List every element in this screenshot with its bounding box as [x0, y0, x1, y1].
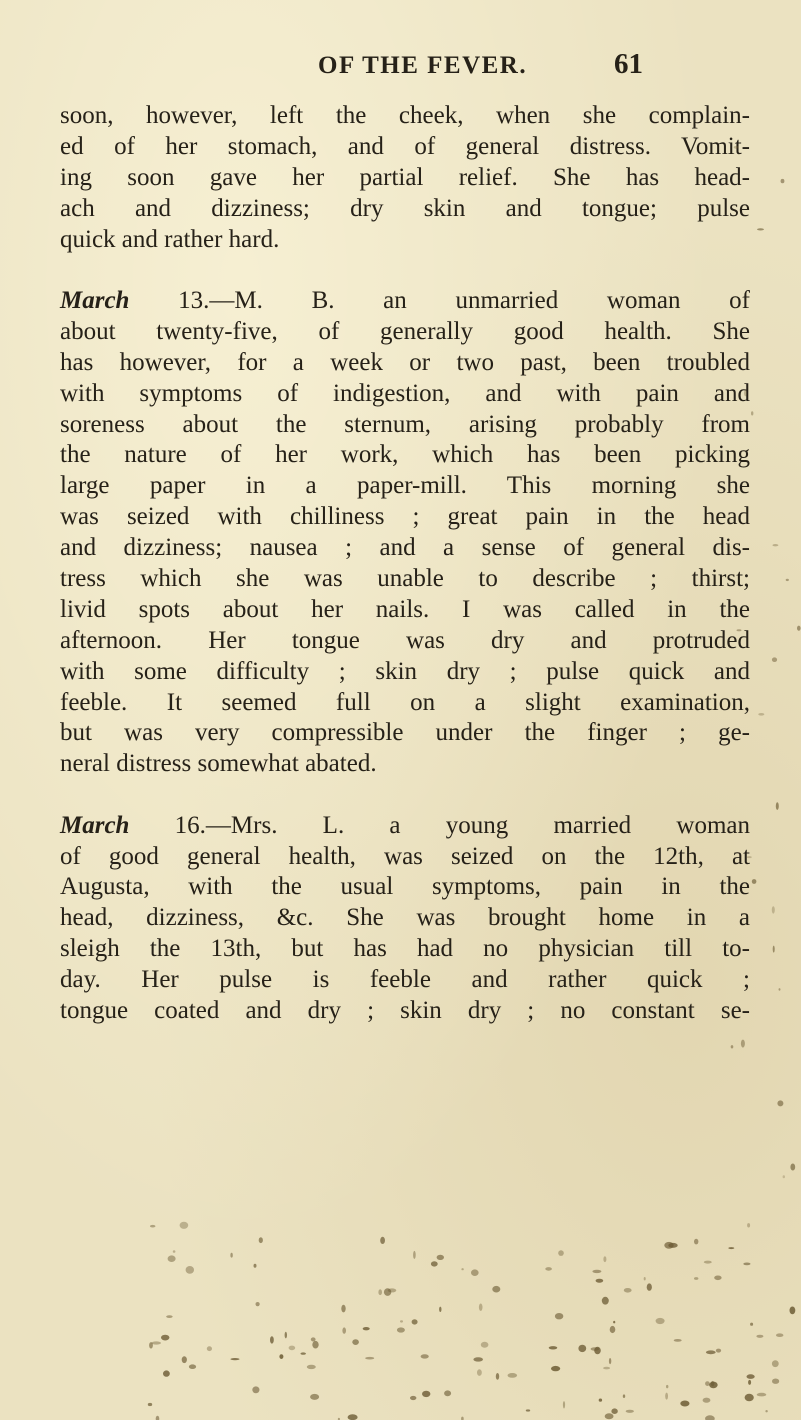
speckle-dot [307, 1365, 316, 1369]
entry-date: March [60, 811, 130, 839]
line-text: tress which she was unable to describe ; thirst; [60, 564, 750, 592]
speckle-dot [797, 626, 801, 631]
speckle-dot [741, 1040, 745, 1048]
page-number: 61 [614, 48, 643, 80]
speckle-dot [397, 1327, 405, 1332]
text-line [60, 872, 750, 903]
text-line [60, 965, 750, 996]
speckle-dot [748, 1380, 751, 1385]
text-line [60, 440, 750, 471]
speckle-dot [704, 1261, 712, 1264]
speckle-dot [156, 1416, 160, 1420]
paragraph [60, 811, 750, 1027]
text-line [60, 132, 750, 163]
speckle-dot [161, 1335, 169, 1341]
speckle-dot [605, 1413, 614, 1419]
line-text: with some difficulty ; skin dry ; pulse quick and [60, 657, 750, 685]
speckle-dot [750, 1323, 753, 1326]
speckle-dot [496, 1373, 499, 1380]
speckle-dot [421, 1354, 429, 1358]
speckle-dot [168, 1255, 176, 1262]
line-text: neral distress somewhat abated. [60, 750, 377, 778]
speckle-dot [765, 1410, 767, 1412]
speckle-dot [773, 544, 779, 546]
speckle-dot [756, 1335, 763, 1338]
speckle-dot [781, 179, 785, 183]
speckle-dot [431, 1261, 438, 1266]
speckle-dot [711, 1381, 715, 1386]
speckle-dot [549, 1346, 558, 1349]
line-text: of good general health, was seized on the 12th, at [60, 842, 750, 870]
paragraph-gap [60, 255, 750, 286]
speckle-dot [230, 1253, 232, 1258]
body-text [60, 101, 750, 1027]
speckle-dot [772, 657, 777, 662]
speckle-dot [166, 1315, 172, 1318]
text-line [60, 595, 750, 626]
line-text: afternoon. Her tongue was dry and protruded [60, 626, 750, 654]
speckle-dot [471, 1269, 479, 1276]
line-text: ed of her stomach, and of general distress. Vomit- [60, 132, 750, 160]
line-text: has however, for a week or two past, been troubled [60, 348, 750, 376]
speckle-dot [150, 1225, 155, 1228]
text-line [60, 533, 750, 564]
speckle-dot [773, 946, 775, 953]
speckle-dot [668, 1243, 677, 1248]
speckle-dot [380, 1237, 385, 1244]
speckle-dot [783, 1175, 785, 1178]
speckle-dot [256, 1302, 260, 1306]
speckle-dot [776, 1333, 783, 1337]
speckle-dot [182, 1356, 187, 1363]
line-text: sleigh the 13th, but has had no physician till to- [60, 935, 750, 963]
speckle-dot [526, 1409, 530, 1411]
speckle-dot [777, 1100, 783, 1106]
speckle-dot [558, 1250, 564, 1256]
text-line [60, 317, 750, 348]
speckle-dot [666, 1385, 668, 1388]
speckle-dot [439, 1307, 441, 1312]
text-line [60, 502, 750, 533]
speckle-dot [348, 1414, 358, 1420]
speckle-dot [163, 1370, 170, 1376]
speckle-dot [624, 1288, 632, 1293]
speckle-dot [279, 1354, 283, 1359]
speckle-dot [285, 1332, 287, 1339]
speckle-dot [352, 1339, 359, 1345]
speckle-dot [481, 1342, 489, 1348]
text-line [60, 811, 750, 842]
speckle-dot [594, 1347, 601, 1354]
speckle-dot [623, 1394, 625, 1398]
speckle-dot [611, 1408, 617, 1414]
speckle-dot [644, 1277, 646, 1280]
speckle-dot [596, 1279, 604, 1283]
speckle-dot [665, 1393, 668, 1400]
speckle-dot [365, 1357, 374, 1360]
line-text: was seized with chilliness ; great pain in the head [60, 503, 750, 531]
speckle-dot [674, 1339, 682, 1342]
text-line [60, 101, 750, 132]
speckle-dot [705, 1381, 710, 1386]
text-line [60, 842, 750, 873]
line-text: large paper in a paper-mill. This morning she [60, 472, 750, 500]
speckle-dot [473, 1357, 483, 1361]
text-line [60, 379, 750, 410]
speckle-dot [705, 1415, 715, 1420]
text-line [60, 225, 750, 256]
speckle-dot [310, 1394, 319, 1400]
speckle-dot [555, 1313, 563, 1319]
line-text: livid spots about her nails. I was called in the [60, 595, 750, 623]
line-text: soreness about the sternum, arising probably from [60, 410, 750, 438]
speckle-dot [388, 1288, 397, 1292]
speckle-dot [413, 1251, 416, 1259]
speckle-dot [551, 1366, 560, 1371]
speckle-dot [186, 1266, 194, 1274]
speckle-dot [180, 1222, 189, 1229]
speckle-dot [613, 1321, 615, 1324]
speckle-dot [444, 1390, 451, 1396]
speckle-dot [602, 1297, 609, 1305]
text-line [60, 688, 750, 719]
speckle-dot [743, 1263, 750, 1266]
speckle-dot [703, 1398, 711, 1403]
speckle-dot [790, 1307, 796, 1315]
line-text: head, dizziness, &c. She was brought home in a [60, 904, 750, 932]
text-line [60, 163, 750, 194]
line-text: with symptoms of indigestion, and with pain and [60, 379, 750, 407]
speckle-dot [461, 1268, 463, 1270]
paragraph [60, 286, 750, 780]
speckle-dot [790, 1164, 795, 1171]
speckle-dot [578, 1345, 586, 1352]
speckle-dot [599, 1399, 602, 1402]
speckle-dot [341, 1305, 345, 1313]
speckle-dot [745, 1394, 754, 1401]
speckle-dot [603, 1367, 610, 1370]
speckle-dot [252, 1386, 259, 1393]
speckle-dot [254, 1264, 257, 1268]
speckle-dot [779, 988, 781, 991]
line-text: ach and dizziness; dry skin and tongue; pulse [60, 194, 750, 222]
speckle-dot [563, 1401, 565, 1408]
speckle-dot [680, 1401, 689, 1407]
line-text: about twenty-five, of generally good health. She [60, 317, 750, 345]
running-head [0, 48, 801, 92]
speckle-dot [400, 1320, 403, 1322]
text-line [60, 626, 750, 657]
paragraph [60, 101, 750, 255]
speckle-dot [492, 1286, 500, 1293]
speckle-dot [694, 1239, 698, 1245]
speckle-dot [706, 1350, 716, 1354]
speckle-dot [694, 1277, 698, 1280]
speckle-dot [437, 1255, 444, 1260]
speckle-dot [610, 1326, 616, 1333]
speckle-dot [312, 1341, 318, 1349]
text-line [60, 410, 750, 441]
line-text: feeble. It seemed full on a slight examination, [60, 688, 750, 716]
speckle-dot [384, 1288, 391, 1296]
speckle-dot [422, 1391, 430, 1397]
speckle-dot [270, 1336, 274, 1343]
speckle-dot [207, 1346, 212, 1351]
line-text: Augusta, with the usual symptoms, pain in the [60, 873, 750, 901]
speckle-dot [772, 1360, 779, 1367]
line-text: and dizziness; nausea ; and a sense of general dis- [60, 534, 750, 562]
speckle-dot [410, 1396, 416, 1400]
speckle-dot [479, 1304, 483, 1311]
speckle-dot [776, 802, 779, 810]
speckle-dot [412, 1319, 418, 1324]
text-line [60, 348, 750, 379]
speckle-dot [378, 1289, 382, 1295]
speckle-dot [151, 1341, 161, 1344]
speckle-dot [289, 1346, 296, 1351]
line-text: ing soon gave her partial relief. She has head- [60, 163, 750, 191]
speckle-dot [757, 228, 764, 230]
speckle-dot [301, 1352, 306, 1354]
speckle-dot [714, 1276, 721, 1281]
speckle-dot [656, 1318, 665, 1324]
speckle-dot [751, 411, 753, 415]
speckle-dot [609, 1358, 611, 1364]
line-text: but was very compressible under the finger ; ge- [60, 719, 750, 747]
speckle-dot [342, 1327, 346, 1333]
text-line [60, 903, 750, 934]
line-text: quick and rather hard. [60, 225, 280, 253]
speckle-dot [545, 1267, 552, 1271]
text-line [60, 471, 750, 502]
speckle-dot [747, 1223, 750, 1227]
line-text: 13.—M. B. an unmarried woman of [129, 286, 750, 314]
text-line [60, 564, 750, 595]
speckle-dot [716, 1349, 721, 1353]
speckle-dot [772, 906, 775, 913]
speckle-dot [664, 1242, 673, 1249]
entry-date: March [60, 286, 130, 314]
speckle-dot [709, 1382, 718, 1389]
speckle-dot [230, 1358, 239, 1360]
line-text: 16.—Mrs. L. a young married woman [129, 811, 750, 839]
speckle-dot [731, 1045, 734, 1048]
speckle-dot [173, 1250, 176, 1253]
speckle-dot [311, 1337, 316, 1341]
speckle-dot [603, 1256, 606, 1262]
speckle-dot [189, 1364, 196, 1369]
speckle-dot [626, 1410, 634, 1413]
speckle-dot [757, 1393, 767, 1397]
speckle-dot [592, 1270, 601, 1273]
speckle-dot [461, 1417, 464, 1420]
line-text: soon, however, left the cheek, when she complain- [60, 102, 750, 129]
text-line [60, 657, 750, 688]
speckle-dot [363, 1327, 370, 1330]
speckle-dot [752, 879, 757, 884]
text-line [60, 194, 750, 225]
text-line [60, 749, 750, 780]
line-text: day. Her pulse is feeble and rather quick ; [60, 966, 750, 994]
text-line [60, 718, 750, 749]
speckle-dot [758, 713, 764, 716]
text-line [60, 996, 750, 1027]
speckle-dot [728, 1247, 734, 1249]
speckle-dot [148, 1403, 152, 1406]
speckle-dot [647, 1283, 652, 1290]
line-text: tongue coated and dry ; skin dry ; no constant se- [60, 997, 750, 1025]
speckle-dot [591, 1347, 600, 1350]
speckle-dot [772, 1379, 779, 1384]
text-line [60, 934, 750, 965]
speckle-dot [508, 1373, 518, 1378]
speckle-dot [259, 1237, 263, 1243]
speckle-dot [149, 1342, 153, 1348]
speckle-dot [786, 579, 789, 581]
text-line [60, 286, 750, 317]
paragraph-gap [60, 780, 750, 811]
line-text: the nature of her work, which has been picking [60, 441, 750, 469]
speckle-dot [747, 1374, 755, 1379]
running-title: OF THE FEVER. [318, 52, 528, 79]
speckle-dot [477, 1369, 482, 1376]
